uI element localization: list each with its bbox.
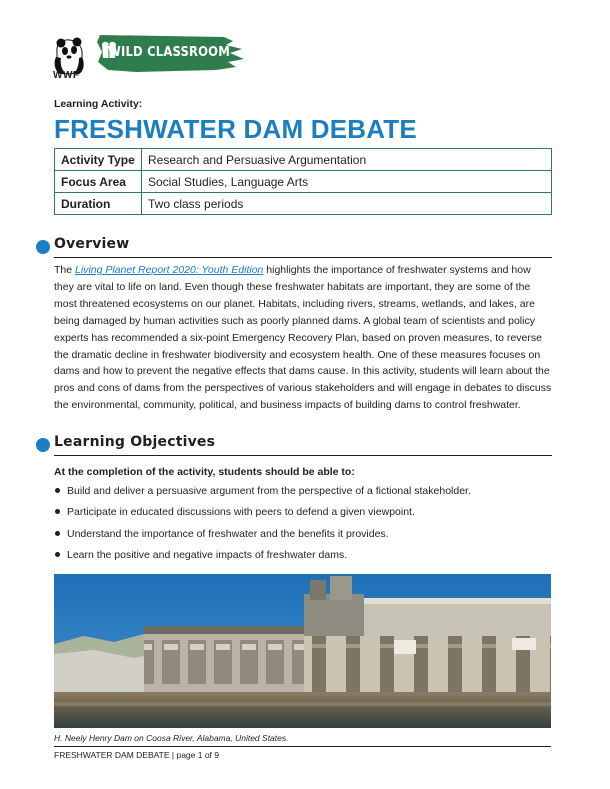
overview-lead: The xyxy=(54,264,76,276)
overview-body: highlights the importance of freshwater systems and how they are vital to life on land. Even though these freshwater habitats are important, they are some of the most threatened ecosystems on our planet. Habitats, including rivers, streams, wetlands, and lakes, are being damaged by human activities such as poorly planned dams. A global team of scientists and policy experts has recommended a six-point Emergency Recovery Plan, based on proven measures, to reverse the dramatic decline in freshwater biodiversity and ecosystem health. One of these measures focuses on dams and how to prevent the negative effects that dams cause. In this activity, students will learn about the pros and cons of dams from the perspectives of various stakeholders and will engage in debates to discuss the environmental, community, political, and business impacts of building dams to control freshwater. xyxy=(54,264,552,412)
section-divider xyxy=(54,257,552,258)
objectives-list xyxy=(54,484,552,569)
activity-info-table xyxy=(54,148,552,215)
row-label: Focus Area xyxy=(55,171,142,193)
overview-heading: Overview xyxy=(54,236,130,252)
table-row xyxy=(55,193,552,215)
objectives-heading: Learning Objectives xyxy=(54,434,216,450)
activity-kicker: Learning Activity: xyxy=(54,98,143,110)
dam-photo xyxy=(54,574,551,728)
overview-paragraph xyxy=(54,262,552,414)
page-footer: FRESHWATER DAM DEBATE | page 1 of 9 xyxy=(54,750,220,760)
banner-title: WILD CLASSROOM xyxy=(108,44,230,60)
row-value: Research and Persuasive Argumentation xyxy=(142,149,552,171)
row-value: Social Studies, Language Arts xyxy=(142,171,552,193)
section-bullet-icon xyxy=(36,438,50,452)
objectives-lead: At the completion of the activity, students should be able to: xyxy=(54,466,355,478)
list-item: Participate in educated discussions with peers to defend a given viewpoint. xyxy=(54,505,552,526)
table-row xyxy=(55,149,552,171)
header xyxy=(52,32,252,84)
section-bullet-icon xyxy=(36,240,50,254)
section-divider xyxy=(54,455,552,456)
list-item: Build and deliver a persuasive argument from the perspective of a fictional stakeholder. xyxy=(54,484,552,505)
row-label: Activity Type xyxy=(55,149,142,171)
list-item: Understand the importance of freshwater and the benefits it provides. xyxy=(54,527,552,548)
page-title: FRESHWATER DAM DEBATE xyxy=(54,114,417,144)
table-row xyxy=(55,171,552,193)
footer-divider xyxy=(54,746,551,747)
photo-caption: H. Neely Henry Dam on Coosa River, Alabama, United States. xyxy=(54,733,289,743)
row-label: Duration xyxy=(55,193,142,215)
row-value: Two class periods xyxy=(142,193,552,215)
list-item: Learn the positive and negative impacts of freshwater dams. xyxy=(54,548,552,569)
living-planet-report-link[interactable]: Living Planet Report 2020: Youth Edition xyxy=(75,264,264,276)
wwf-wordmark: WWF xyxy=(53,70,80,81)
